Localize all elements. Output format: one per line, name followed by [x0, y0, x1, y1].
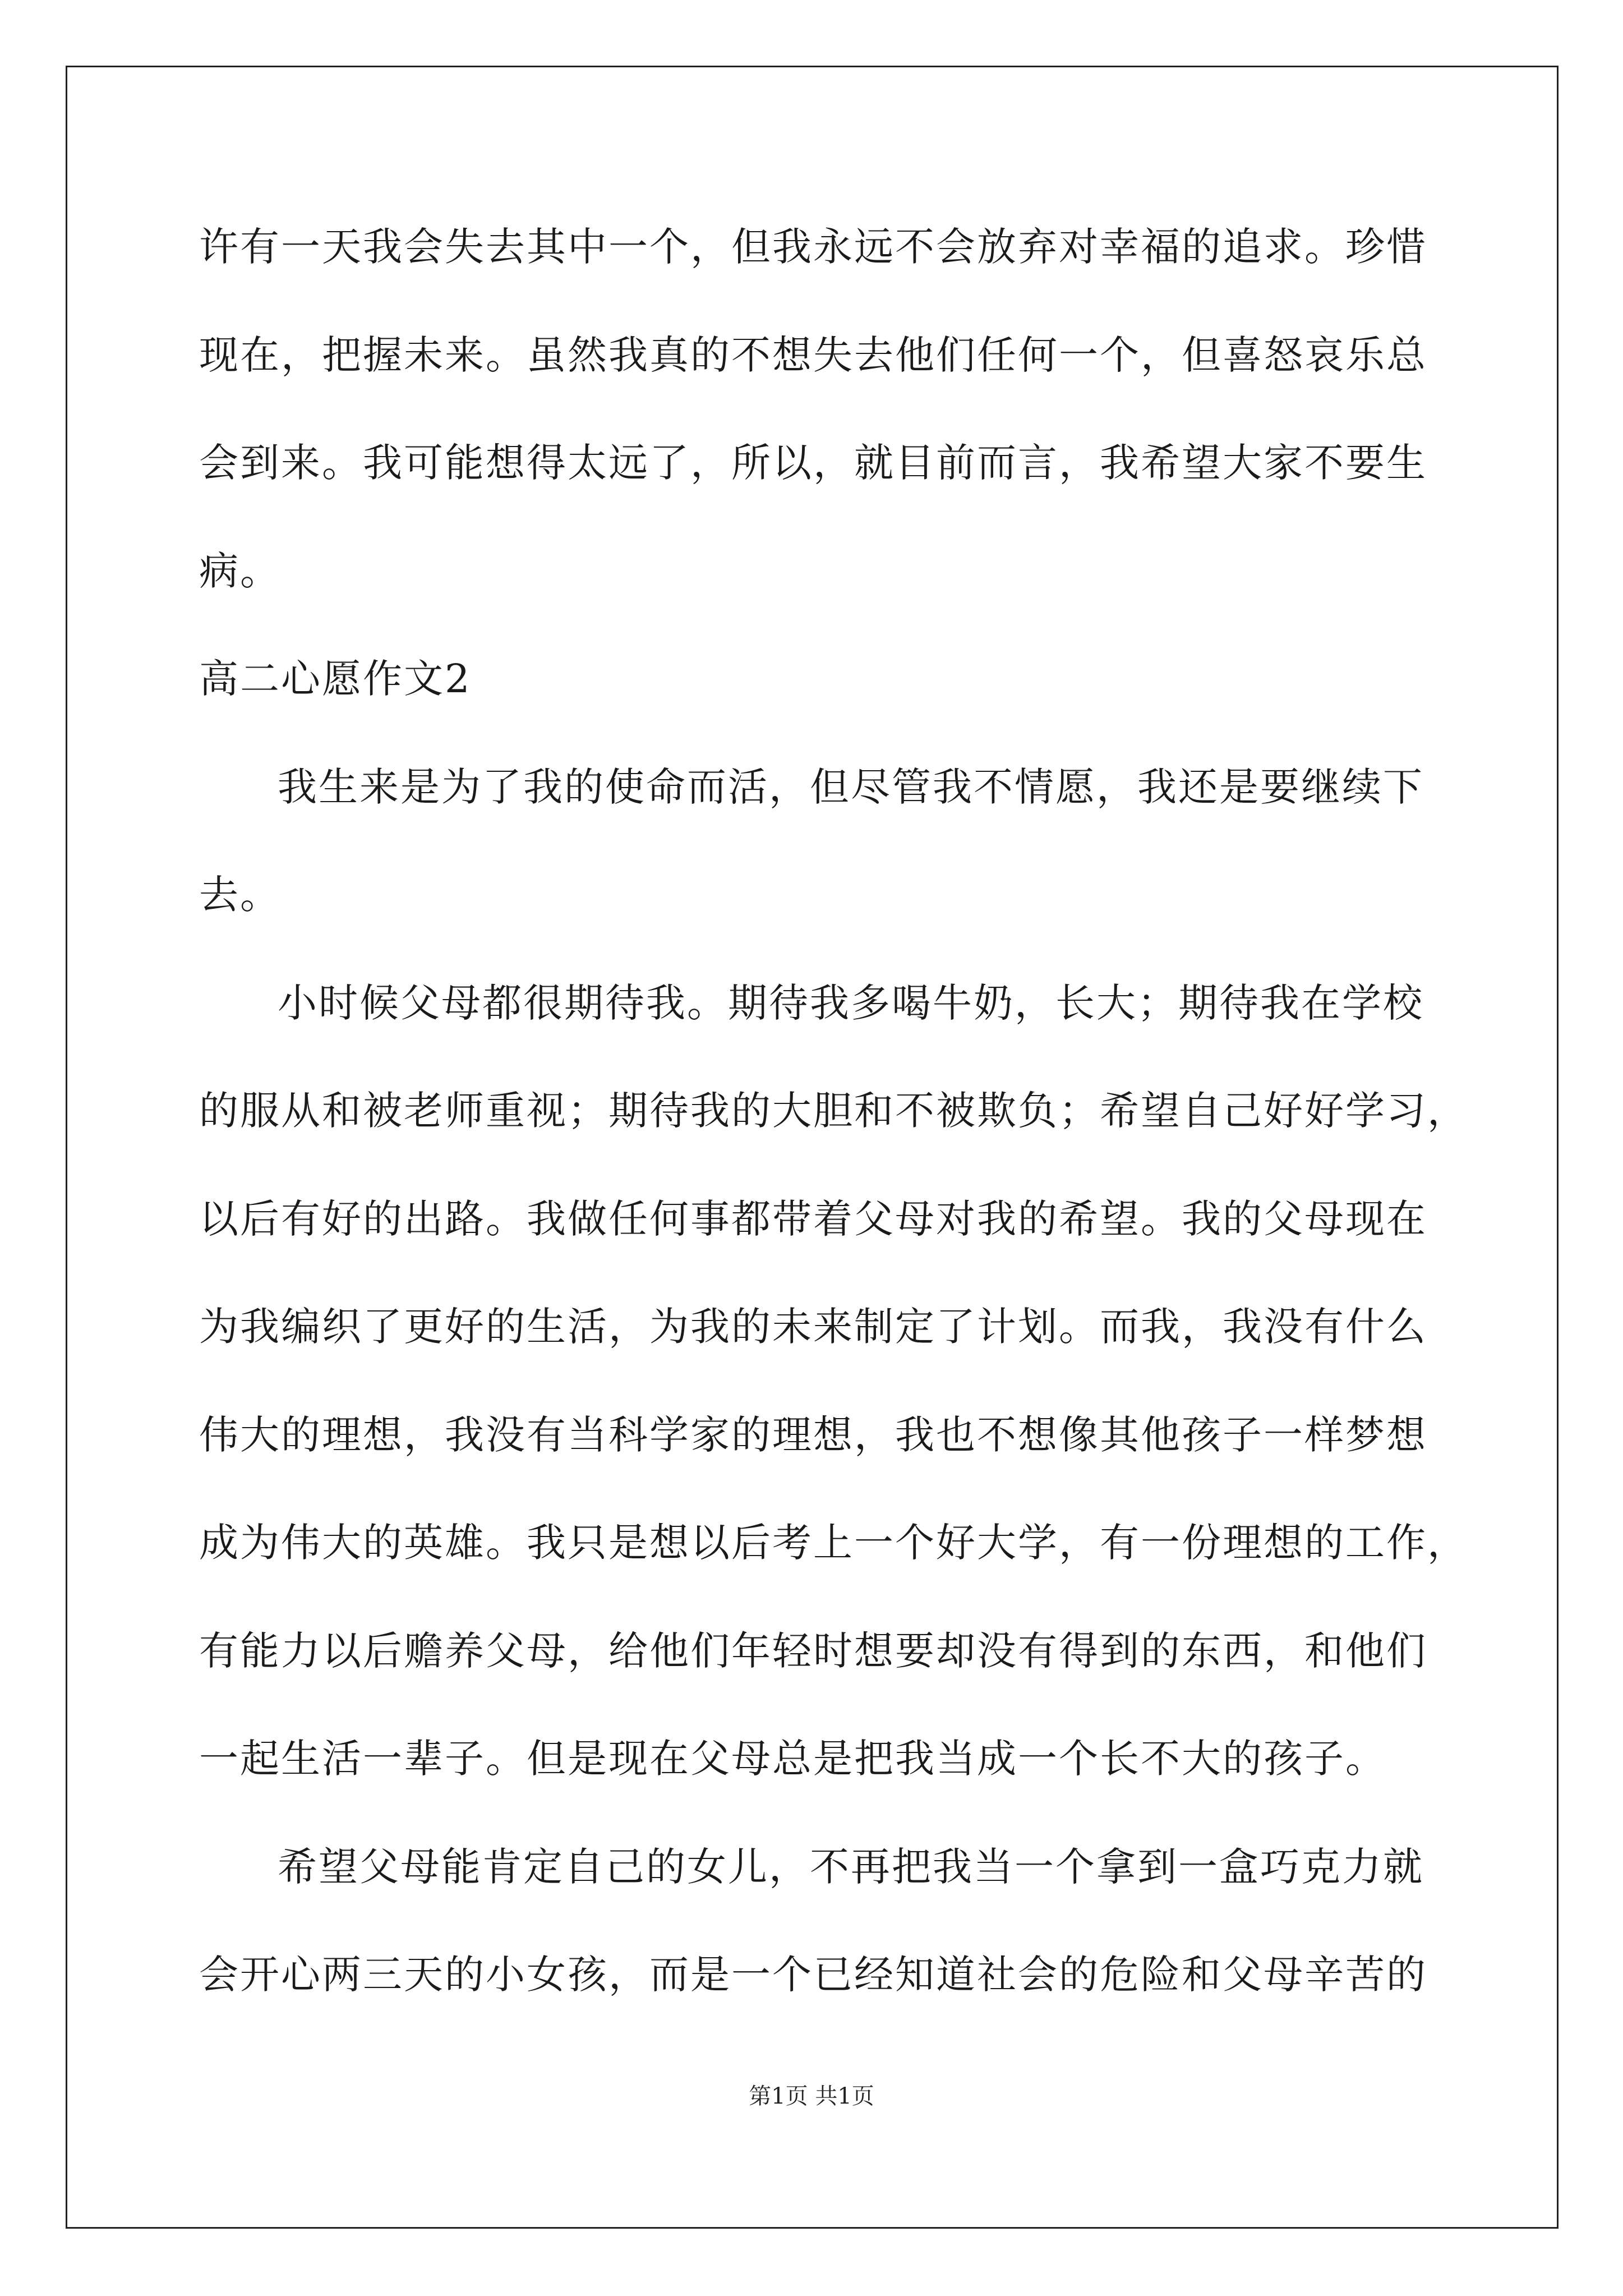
- section-heading: 高二心愿作文2: [199, 656, 472, 702]
- text-line: 为我编织了更好的生活，为我的未来制定了计划。而我，我没有什么: [199, 1304, 1427, 1350]
- text-line: 有能力以后赡养父母，给他们年轻时想要却没有得到的东西，和他们: [199, 1628, 1427, 1674]
- text-line: 去。: [199, 872, 281, 918]
- text-line: 现在，把握未来。虽然我真的不想失去他们任何一个，但喜怒哀乐总: [199, 332, 1427, 378]
- text-line: 许有一天我会失去其中一个，但我永远不会放弃对幸福的追求。珍惜: [199, 224, 1427, 270]
- text-line: 的服从和被老师重视；期待我的大胆和不被欺负；希望自己好好学习，: [199, 1088, 1468, 1134]
- text-line: 成为伟大的英雄。我只是想以后考上一个好大学，有一份理想的工作，: [199, 1520, 1468, 1566]
- text-line: 希望父母能肯定自己的女儿，不再把我当一个拿到一盒巧克力就: [278, 1844, 1424, 1890]
- text-line: 伟大的理想，我没有当科学家的理想，我也不想像其他孩子一样梦想: [199, 1412, 1427, 1458]
- text-line: 病。: [199, 548, 281, 594]
- text-line: 小时候父母都很期待我。期待我多喝牛奶，长大；期待我在学校: [278, 980, 1424, 1026]
- text-line: 我生来是为了我的使命而活，但尽管我不情愿，我还是要继续下: [278, 764, 1424, 810]
- page-border: [66, 66, 1559, 2229]
- text-line: 会到来。我可能想得太远了，所以，就目前而言，我希望大家不要生: [199, 440, 1427, 486]
- page-number: 第1页 共1页: [749, 2083, 874, 2109]
- text-line: 会开心两三天的小女孩，而是一个已经知道社会的危险和父母辛苦的: [199, 1952, 1427, 1998]
- text-line: 一起生活一辈子。但是现在父母总是把我当成一个长不大的孩子。: [199, 1736, 1386, 1782]
- text-line: 以后有好的出路。我做任何事都带着父母对我的希望。我的父母现在: [199, 1196, 1427, 1242]
